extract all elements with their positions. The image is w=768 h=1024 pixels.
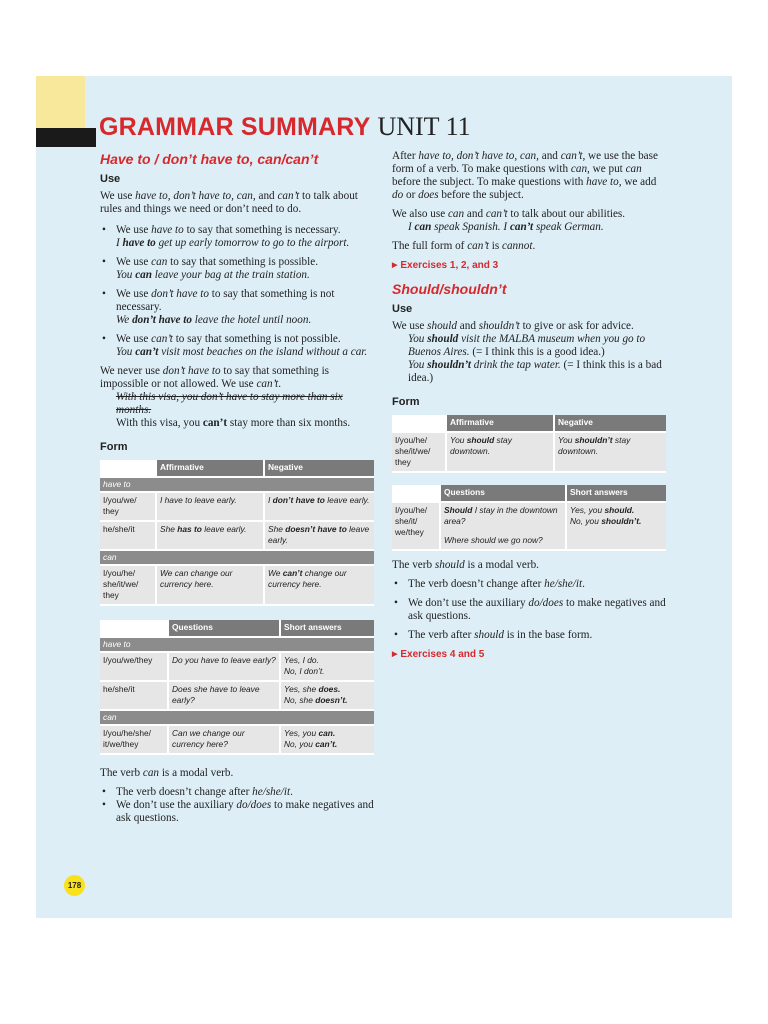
table-row: I/you/he/ she/it/we/ they You should stay downtown. You shouldn’t stay downtown. [392,432,666,472]
table-row: I/you/he/ she/it/we/ they We can change our currency here. We can’t change our currency here. [100,565,374,605]
table-row: I/you/we/they Do you have to leave early? Yes, I do. No, I don’t. [100,652,374,681]
have-to-can-questions-table [100,620,374,755]
page-number-badge: 178 [64,875,85,896]
title-unit: UNIT 11 [377,112,471,141]
corner-tab [36,76,85,128]
exercises-link-2[interactable]: ▶ Exercises 4 and 5 [392,648,666,663]
left-column [100,150,374,825]
ability-example: I can speak Spanish. I can’t speak German. [408,221,604,233]
table-row: I/you/we/ they I have to leave early. I don’t have to leave early. [100,492,374,521]
list-item: • We use don’t have to to say that something is not necessary. We don’t have to leave the hotel until noon. [100,288,374,327]
correct-example: With this visa, you can’t stay more than six months. [116,417,351,429]
section-row: can [100,550,374,565]
use-label: Use [100,173,121,185]
notes-list [392,578,666,642]
list-item: • The verb doesn’t change after he/she/it. [100,786,374,799]
title-grammar-summary: GRAMMAR SUMMARY [99,113,371,141]
col-header: Short answers [280,620,374,637]
should-use-paragraph: We use should and shouldn’t to give or ask for advice. [392,320,634,332]
col-header: Questions [168,620,280,637]
section-row: have to [100,477,374,492]
section-row: have to [100,637,374,652]
list-item: • We don’t use the auxiliary do/does to make negatives and ask questions. [392,597,666,623]
list-item: • We use can’t to say that something is not possible. You can’t visit most beaches on the island without a car. [100,333,374,359]
form-label: Form [392,396,420,408]
table-row: he/she/it Does she have to leave early? Yes, she does. No, she doesn’t. [100,681,374,710]
shouldnt-example: You shouldn’t drink the tap water. (= I think this is a bad idea.) [408,359,662,384]
col-header: Negative [554,415,666,432]
list-item: • We use have to to say that something is necessary. I have to get up early tomorrow to go to the airport. [100,224,374,250]
list-item: • The verb after should is in the base form. [392,629,666,642]
form-paragraph: After have to, don’t have to, can, and can’t, we use the base form of a verb. To make questions with can, we put can before the subject. To make questions with have to, we add do or does before the subject. [392,150,658,201]
list-item: • The verb doesn’t change after he/she/it. [392,578,666,591]
exercises-link-1[interactable]: ▶ Exercises 1, 2, and 3 [392,259,666,274]
usage-list [100,224,374,359]
should-example: You should visit the MALBA museum when you go to Buenos Aires. (= I think this is a good idea.) [408,333,646,358]
page-title [99,112,471,142]
have-to-can-forms-table [100,460,374,606]
table-row: he/she/it She has to leave early. She doesn’t have to leave early. [100,521,374,550]
notes-list [100,786,374,825]
right-column [392,150,666,663]
table-row: I/you/he/she/ it/we/they Can we change our currency here? Yes, you can. No, you can’t. [100,725,374,754]
ability-paragraph: We also use can and can’t to talk about our abilities. [392,208,626,220]
section-heading-should: Should/shouldn’t [392,281,507,297]
form-label: Form [100,441,128,453]
table-row: I/you/he/ she/it/ we/they Should I stay in the downtown area? Where should we go now? Yes, you should. No, you shouldn’t. [392,502,666,550]
col-header: Affirmative [446,415,554,432]
modal-note: The verb can is a modal verb. [100,767,234,779]
title-marker [36,128,96,147]
use-label: Use [392,303,413,315]
should-questions-table [392,485,666,551]
modal-note: The verb should is a modal verb. [392,559,539,571]
col-header: Short answers [566,485,666,502]
section-heading-have-to: Have to / don’t have to, can/can’t [100,151,319,167]
list-item: • We don’t use the auxiliary do/does to make negatives and ask questions. [100,799,374,825]
col-header: Questions [440,485,566,502]
col-header: Negative [264,460,374,477]
strike-example: With this visa, you don’t have to stay more than six months. [116,391,343,416]
section-row: can [100,710,374,725]
intro-paragraph: We use have to, don’t have to, can, and can’t to talk about rules and things we need or don’t need to do. [100,190,358,215]
full-form-paragraph: The full form of can’t is cannot. [392,240,536,252]
never-paragraph: We never use don’t have to to say that something is impossible or not allowed. We use can’t. [100,365,330,390]
should-forms-table [392,415,666,473]
list-item: • We use can to say that something is possible. You can leave your bag at the train station. [100,256,374,282]
col-header: Affirmative [156,460,264,477]
